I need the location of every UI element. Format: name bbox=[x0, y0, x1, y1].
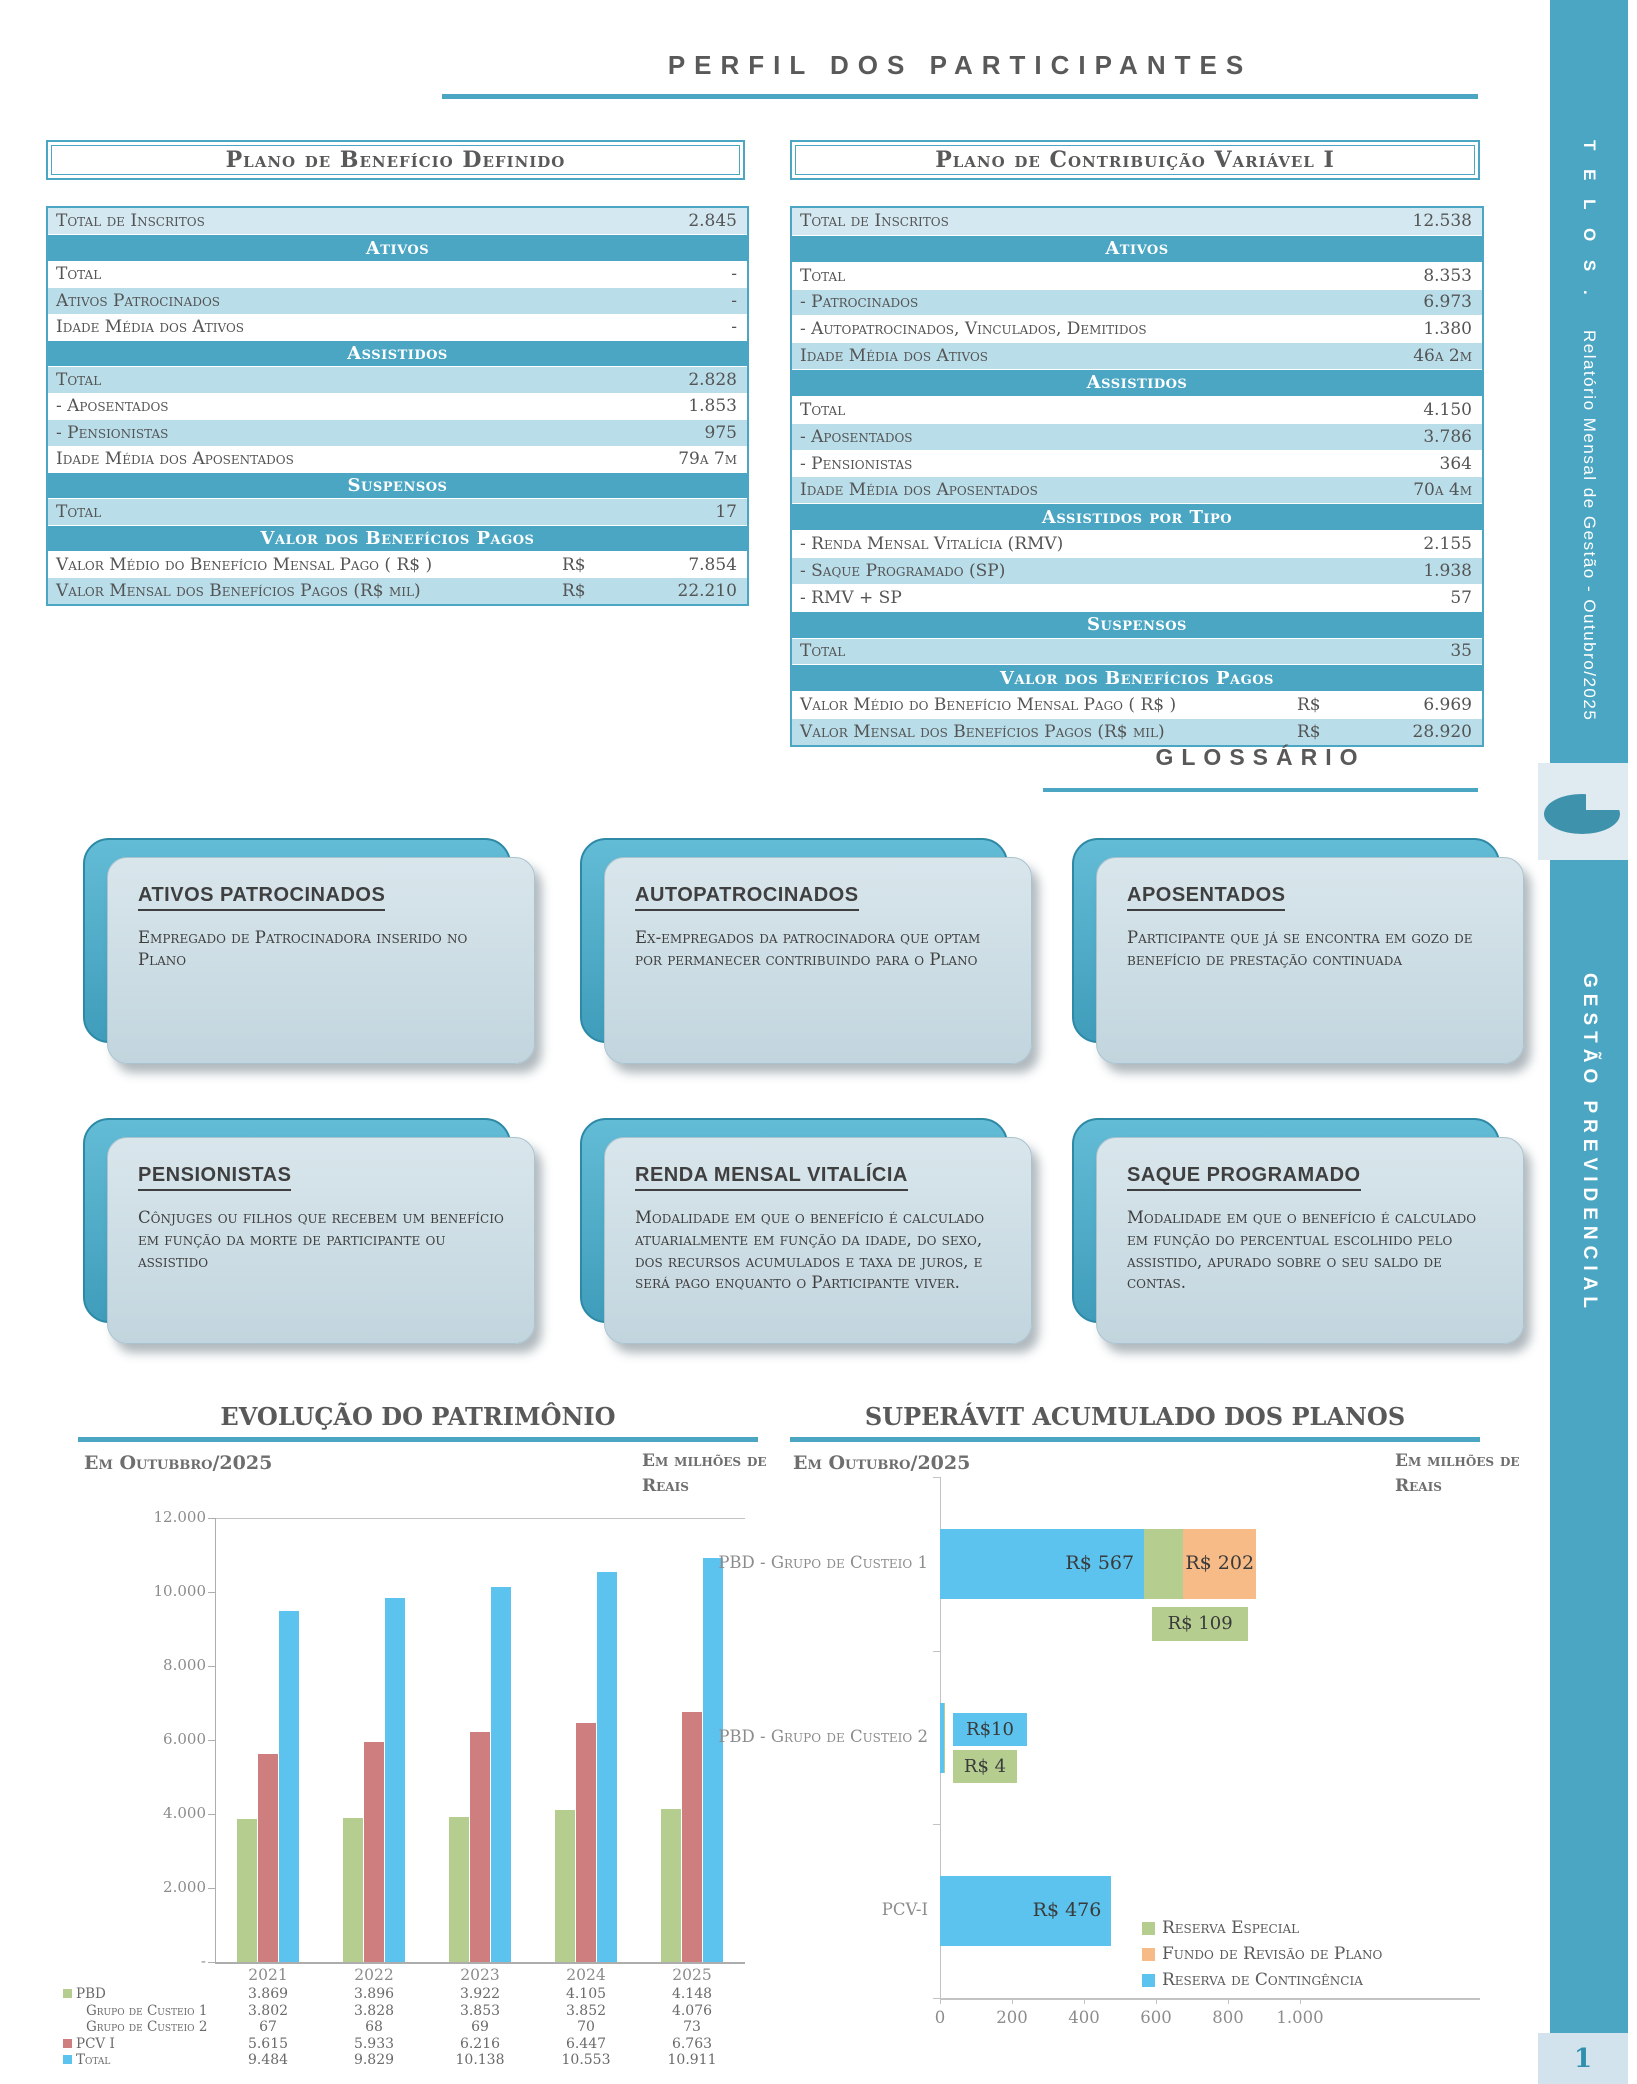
table-row bbox=[792, 289, 1482, 316]
data-table-series-name: Grupo de Custeio 2 bbox=[86, 2019, 208, 2036]
legend-swatch bbox=[1142, 1974, 1155, 1987]
table-row bbox=[48, 366, 747, 392]
patrimonio-unit-note: Em milhões de Reais bbox=[642, 1451, 767, 1496]
table-row-label: Total de Inscritos bbox=[56, 211, 205, 232]
legend-label: Fundo de Revisão de Plano bbox=[1162, 1944, 1383, 1964]
data-table-value: 69 bbox=[471, 2019, 489, 2036]
bar-pbd bbox=[661, 1809, 681, 1962]
table-section-label: Assistidos bbox=[347, 343, 448, 365]
table-row-value: 28.920 bbox=[1412, 721, 1472, 742]
value-axis-tick bbox=[1228, 1998, 1229, 2004]
table-row bbox=[48, 208, 747, 234]
data-table-value: 5.615 bbox=[247, 2035, 289, 2052]
value-axis-tick bbox=[1084, 1998, 1085, 2004]
table-row-label: - Aposentados bbox=[56, 396, 169, 417]
table-row-value: - bbox=[731, 290, 737, 311]
table-row-label: - RMV + SP bbox=[800, 587, 902, 608]
legend-swatch bbox=[63, 2039, 72, 2048]
table-row-label: - Pensionistas bbox=[800, 453, 913, 474]
patrimonio-chart-underline bbox=[78, 1437, 758, 1442]
x-axis-line bbox=[215, 1962, 745, 1964]
table-row-label: Total bbox=[800, 641, 846, 662]
glossary-card-front bbox=[1096, 1137, 1524, 1344]
glossary-card-front bbox=[604, 1137, 1032, 1344]
table-row bbox=[48, 498, 747, 524]
table-row bbox=[792, 530, 1482, 557]
data-table-value: 3.802 bbox=[247, 2002, 289, 2019]
data-table-value: 3.896 bbox=[353, 1986, 395, 2002]
telos-pie-logo bbox=[1542, 786, 1624, 838]
sidebar-report-subtitle: Relatório Mensal de Gestão - Outubro/2025 bbox=[1580, 329, 1599, 722]
bar-pbd bbox=[237, 1819, 257, 1962]
table-row bbox=[48, 577, 747, 603]
glossary-card-body: Cônjuges ou filhos que recebem um benefício em função da morte de participante ou assistido bbox=[138, 1208, 504, 1271]
plot-top-line bbox=[215, 1518, 745, 1519]
segment-value-label-box: R$ 109 bbox=[1152, 1607, 1248, 1641]
table-row bbox=[792, 584, 1482, 611]
table-row bbox=[792, 342, 1482, 369]
data-table-series-name: PCV I bbox=[76, 2035, 115, 2052]
value-axis-tick bbox=[1300, 1998, 1301, 2004]
glossary-card-title: SAQUE PROGRAMADO bbox=[1127, 1164, 1361, 1191]
glossary-card-body: Modalidade em que o benefício é calculado atuarialmente em função da idade, do sexo, dos recursos acumulados e taxa de juros, e será pago enquanto o Participante viver. bbox=[635, 1208, 985, 1293]
table-row-value: 1.380 bbox=[1423, 319, 1472, 340]
y-axis-line bbox=[215, 1518, 216, 1962]
table-row bbox=[792, 718, 1482, 745]
bar-pbd bbox=[449, 1817, 469, 1962]
bar-pcv-i bbox=[576, 1723, 596, 1962]
table-row-value: 8.353 bbox=[1423, 265, 1472, 286]
x-axis-tick-label: 0 bbox=[934, 2008, 946, 2027]
patrimonio-chart-title: EVOLUÇÃO DO PATRIMÔNIO bbox=[220, 1402, 616, 1431]
table-row-value: 364 bbox=[1439, 453, 1472, 474]
pcv-table-title bbox=[790, 140, 1480, 180]
table-row-value: 2.828 bbox=[688, 370, 737, 391]
legend-swatch bbox=[63, 1989, 72, 1998]
segment-value-label-box: R$ 4 bbox=[953, 1750, 1017, 1783]
table-section-row bbox=[48, 340, 747, 366]
table-section-label: Suspensos bbox=[1087, 614, 1187, 636]
glossary-underline bbox=[1043, 788, 1478, 792]
category-axis-tick bbox=[933, 1824, 940, 1825]
glossary-card-body: Modalidade em que o benefício é calculado em função do percentual escolhido pelo assistido, apurado sobre o seu saldo de contas. bbox=[1127, 1208, 1477, 1293]
data-table-value: 3.852 bbox=[565, 2002, 607, 2019]
data-table-value: 3.869 bbox=[247, 1986, 289, 2002]
superavit-unit-note: Em milhões de Reais bbox=[1395, 1451, 1520, 1496]
table-row-label: - Autopatrocinados, Vinculados, Demitidos bbox=[800, 319, 1147, 340]
sidebar-section-label: GESTÃO PREVIDENCIAL bbox=[1579, 973, 1600, 1314]
table-section-row bbox=[792, 611, 1482, 638]
glossary-card bbox=[1072, 838, 1527, 1070]
table-row-label: Valor Mensal dos Benefícios Pagos (R$ mil) bbox=[56, 581, 421, 602]
y-axis-tick-label: - bbox=[200, 1952, 206, 1970]
table-row-value: - bbox=[731, 264, 737, 285]
data-table-value: 67 bbox=[259, 2019, 277, 2036]
table-row-label: - Patrocinados bbox=[800, 292, 919, 313]
x-axis-year-label: 2025 bbox=[672, 1966, 712, 1984]
glossary-card-title: RENDA MENSAL VITALÍCIA bbox=[635, 1164, 908, 1191]
bar-pbd bbox=[555, 1810, 575, 1962]
page-number: 1 bbox=[1538, 2033, 1628, 2084]
table-section-row bbox=[48, 234, 747, 260]
currency-symbol: R$ bbox=[562, 554, 586, 575]
bar-total bbox=[279, 1611, 299, 1962]
table-row-value: 1.938 bbox=[1423, 560, 1472, 581]
table-section-row bbox=[48, 472, 747, 498]
category-axis-tick bbox=[933, 1651, 940, 1652]
table-row bbox=[48, 314, 747, 340]
table-row bbox=[792, 208, 1482, 235]
glossary-card bbox=[83, 1118, 538, 1350]
data-table-value: 4.105 bbox=[565, 1986, 607, 2002]
bar-pcv-i bbox=[258, 1754, 278, 1962]
x-axis-tick-label: 800 bbox=[1212, 2008, 1244, 2027]
table-row bbox=[48, 419, 747, 445]
y-axis-tick-label: 10.000 bbox=[153, 1582, 206, 1600]
y-axis-tick-label: 8.000 bbox=[163, 1656, 206, 1674]
category-axis-tick bbox=[933, 1998, 940, 1999]
segment-value-label-box: R$10 bbox=[953, 1713, 1027, 1746]
value-axis-tick bbox=[1156, 1998, 1157, 2004]
y-axis-tick bbox=[208, 1814, 215, 1815]
y-axis-tick bbox=[208, 1888, 215, 1889]
table-section-label: Valor dos Benefícios Pagos bbox=[1000, 667, 1274, 689]
glossary-card bbox=[580, 838, 1035, 1070]
glossary-card-body: Participante que já se encontra em gozo de benefício de prestação continuada bbox=[1127, 928, 1473, 969]
table-row bbox=[792, 315, 1482, 342]
data-table-value: 5.933 bbox=[353, 2035, 395, 2052]
glossary-card bbox=[1072, 1118, 1527, 1350]
y-axis-tick-label: 12.000 bbox=[153, 1508, 206, 1526]
superavit-date-note: Em Outubro/2025 bbox=[793, 1452, 971, 1474]
data-table-value: 3.853 bbox=[459, 2002, 501, 2019]
y-axis-tick-label: 6.000 bbox=[163, 1730, 206, 1748]
bar-category-label: PCV-I bbox=[881, 1900, 928, 1920]
table-section-label: Ativos bbox=[365, 237, 430, 259]
table-section-row bbox=[792, 235, 1482, 262]
x-axis-tick-label: 600 bbox=[1140, 2008, 1172, 2027]
table-row bbox=[48, 446, 747, 472]
superavit-chart-underline bbox=[790, 1437, 1480, 1442]
x-axis-year-label: 2021 bbox=[248, 1966, 288, 1984]
data-table-value: 73 bbox=[683, 2019, 701, 2036]
bar-pbd bbox=[343, 1818, 363, 1962]
table-row-label: - Saque Programado (SP) bbox=[800, 560, 1006, 581]
y-axis-tick bbox=[208, 1518, 215, 1519]
glossary-card bbox=[83, 838, 538, 1070]
data-table-value: 10.138 bbox=[455, 2052, 505, 2069]
table-row-label: Total bbox=[800, 399, 846, 420]
data-table-series-name: Grupo de Custeio 1 bbox=[86, 2002, 208, 2019]
pbd-table bbox=[46, 206, 749, 606]
y-axis-tick bbox=[208, 1962, 215, 1963]
table-row-value: 2.845 bbox=[688, 211, 737, 232]
table-row-label: Idade Média dos Aposentados bbox=[56, 449, 294, 470]
value-axis-tick bbox=[1012, 1998, 1013, 2004]
currency-symbol: R$ bbox=[1297, 695, 1321, 716]
table-row-label: - Pensionistas bbox=[56, 422, 169, 443]
table-row-value: 70a 4m bbox=[1413, 480, 1472, 501]
data-table-series-name: Total bbox=[76, 2052, 111, 2069]
legend-item bbox=[1142, 1918, 1299, 1938]
data-table-value: 70 bbox=[577, 2019, 595, 2036]
bar-pcv-i bbox=[470, 1732, 490, 1962]
table-row-label: Total bbox=[800, 265, 846, 286]
table-row-value: 22.210 bbox=[677, 581, 737, 602]
glossary-card-title: PENSIONISTAS bbox=[138, 1164, 291, 1191]
superavit-chart-title: SUPERÁVIT ACUMULADO DOS PLANOS bbox=[864, 1402, 1406, 1431]
currency-symbol: R$ bbox=[562, 581, 586, 602]
pcv-title-text: Plano de Contribuição Variável I bbox=[935, 147, 1335, 173]
data-table-value: 10.911 bbox=[667, 2052, 717, 2069]
bar-pcv-i bbox=[364, 1742, 384, 1962]
x-axis-year-label: 2024 bbox=[566, 1966, 606, 1984]
table-row-label: Valor Médio do Benefício Mensal Pago ( R$ ) bbox=[800, 695, 1177, 716]
data-table-value: 3.922 bbox=[459, 1986, 501, 2002]
y-axis-tick bbox=[208, 1592, 215, 1593]
table-row-label: Ativos Patrocinados bbox=[56, 290, 221, 311]
table-row-value: 3.786 bbox=[1423, 426, 1472, 447]
glossary-card-body: Ex-empregados da patrocinadora que optam por permanecer contribuindo para o Plano bbox=[635, 928, 981, 969]
table-row bbox=[792, 557, 1482, 584]
table-row-value: 46a 2m bbox=[1413, 346, 1472, 367]
glossary-card-front bbox=[107, 1137, 535, 1344]
table-row-label: Total bbox=[56, 501, 102, 522]
table-row-label: - Renda Mensal Vitalícia (RMV) bbox=[800, 534, 1064, 555]
table-section-row bbox=[792, 369, 1482, 396]
table-row bbox=[792, 476, 1482, 503]
table-row-label: Valor Médio do Benefício Mensal Pago ( R$ ) bbox=[56, 554, 433, 575]
table-row-value: 17 bbox=[715, 501, 737, 522]
bar-total bbox=[491, 1587, 511, 1962]
legend-label: Reserva de Contingência bbox=[1162, 1970, 1363, 1990]
bar-total bbox=[385, 1598, 405, 1962]
table-row-value: 6.973 bbox=[1423, 292, 1472, 313]
table-row-label: Total de Inscritos bbox=[800, 211, 949, 232]
table-row-value: 35 bbox=[1450, 641, 1472, 662]
table-row-value: 79a 7m bbox=[678, 449, 737, 470]
y-axis-tick-label: 2.000 bbox=[163, 1878, 206, 1896]
table-row-label: Total bbox=[56, 370, 102, 391]
table-row-value: 975 bbox=[704, 422, 737, 443]
table-row-label: Idade Média dos Ativos bbox=[800, 346, 989, 367]
table-row-value: 6.969 bbox=[1423, 695, 1472, 716]
table-row-value: 2.155 bbox=[1423, 534, 1472, 555]
table-section-label: Valor dos Benefícios Pagos bbox=[260, 527, 535, 549]
glossary-card-title: APOSENTADOS bbox=[1127, 884, 1285, 911]
pcv-table bbox=[790, 206, 1484, 747]
table-section-label: Assistidos bbox=[1086, 372, 1188, 394]
table-row bbox=[48, 393, 747, 419]
x-axis-tick-label: 1.000 bbox=[1276, 2008, 1324, 2027]
table-row-label: Idade Média dos Ativos bbox=[56, 317, 245, 338]
y-axis-tick bbox=[208, 1740, 215, 1741]
glossary-title: GLOSSÁRIO bbox=[1155, 744, 1366, 770]
table-row bbox=[792, 638, 1482, 665]
segment-value-label: R$ 567 bbox=[1065, 1551, 1135, 1574]
table-row bbox=[792, 450, 1482, 477]
legend-label: Reserva Especial bbox=[1162, 1918, 1300, 1938]
bar-category-label: PBD - Grupo de Custeio 1 bbox=[718, 1552, 928, 1572]
table-row bbox=[48, 261, 747, 287]
data-table-value: 6.447 bbox=[565, 2035, 607, 2052]
title-underline bbox=[442, 94, 1478, 99]
table-section-label: Assistidos por Tipo bbox=[1041, 506, 1233, 528]
legend-item bbox=[1142, 1944, 1382, 1964]
glossary-card bbox=[580, 1118, 1035, 1350]
table-row bbox=[792, 691, 1482, 718]
table-row-value: 1.853 bbox=[688, 396, 737, 417]
data-table-value: 4.148 bbox=[671, 1986, 713, 2002]
data-table-value: 6.763 bbox=[671, 2035, 713, 2052]
currency-symbol: R$ bbox=[1297, 721, 1321, 742]
data-table-value: 9.829 bbox=[353, 2052, 395, 2069]
glossary-card-body: Empregado de Patrocinadora inserido no Plano bbox=[138, 928, 468, 969]
value-axis-line bbox=[940, 1998, 1480, 2000]
sidebar bbox=[1550, 0, 1628, 2084]
value-axis-tick bbox=[940, 1998, 941, 2004]
patrimonio-date-note: Em Outubbro/2025 bbox=[84, 1452, 273, 1474]
table-row-label: Valor Mensal dos Benefícios Pagos (R$ mil) bbox=[800, 721, 1165, 742]
bar-pcv-i bbox=[682, 1712, 702, 1962]
category-axis-tick bbox=[933, 1477, 940, 1478]
glossary-card-title: AUTOPATROCINADOS bbox=[635, 884, 859, 911]
table-section-label: Ativos bbox=[1105, 238, 1169, 260]
table-row bbox=[792, 262, 1482, 289]
x-axis-year-label: 2023 bbox=[460, 1966, 500, 1984]
pbd-title-text: Plano de Benefício Definido bbox=[225, 147, 566, 173]
table-section-row bbox=[792, 664, 1482, 691]
logo-box bbox=[1538, 763, 1628, 860]
table-section-row bbox=[792, 503, 1482, 530]
data-table-value: 6.216 bbox=[459, 2035, 501, 2052]
bar-category-label: PBD - Grupo de Custeio 2 bbox=[718, 1726, 928, 1746]
table-row-value: - bbox=[731, 317, 737, 338]
table-row-value: 7.854 bbox=[688, 554, 737, 575]
table-row bbox=[792, 423, 1482, 450]
table-row bbox=[48, 287, 747, 313]
legend-swatch bbox=[1142, 1922, 1155, 1935]
x-axis-tick-label: 400 bbox=[1068, 2008, 1100, 2027]
table-row-label: Total bbox=[56, 264, 102, 285]
bar-total bbox=[597, 1572, 617, 1962]
telos-brand: T E L O S . bbox=[1580, 140, 1599, 302]
data-table-value: 68 bbox=[365, 2019, 383, 2036]
table-row-value: 57 bbox=[1450, 587, 1472, 608]
table-row bbox=[792, 396, 1482, 423]
legend-item bbox=[1142, 1970, 1363, 1990]
pbd-table-title bbox=[46, 140, 745, 180]
data-table-series-name: PBD bbox=[76, 1986, 106, 2002]
legend-swatch bbox=[1142, 1948, 1155, 1961]
data-table-value: 3.828 bbox=[353, 2002, 395, 2019]
table-row bbox=[48, 551, 747, 577]
glossary-card-title: ATIVOS PATROCINADOS bbox=[138, 884, 385, 911]
segment-value-label: R$ 202 bbox=[1185, 1551, 1255, 1574]
page-title: PERFIL DOS PARTICIPANTES bbox=[667, 50, 1253, 80]
data-table-value: 10.553 bbox=[561, 2052, 611, 2069]
table-row-label: Idade Média dos Aposentados bbox=[800, 480, 1038, 501]
x-axis-tick-label: 200 bbox=[996, 2008, 1028, 2027]
data-table-value: 4.076 bbox=[671, 2002, 713, 2019]
x-axis-year-label: 2022 bbox=[354, 1966, 394, 1984]
sidebar-brand-text bbox=[1579, 140, 1599, 721]
y-axis-tick bbox=[208, 1666, 215, 1667]
table-row-value: 12.538 bbox=[1412, 211, 1472, 232]
table-section-label: Suspensos bbox=[347, 475, 448, 497]
table-row-value: 4.150 bbox=[1423, 399, 1472, 420]
legend-swatch bbox=[63, 2055, 72, 2064]
glossary-card-front bbox=[604, 857, 1032, 1064]
table-row-label: - Aposentados bbox=[800, 426, 913, 447]
table-section-row bbox=[48, 525, 747, 551]
glossary-card-front bbox=[107, 857, 535, 1064]
segment-value-label: R$ 476 bbox=[1032, 1899, 1102, 1922]
y-axis-tick-label: 4.000 bbox=[163, 1804, 206, 1822]
data-table-value: 9.484 bbox=[247, 2052, 289, 2069]
glossary-card-front bbox=[1096, 857, 1524, 1064]
segment-reserva-especial bbox=[944, 1703, 945, 1773]
